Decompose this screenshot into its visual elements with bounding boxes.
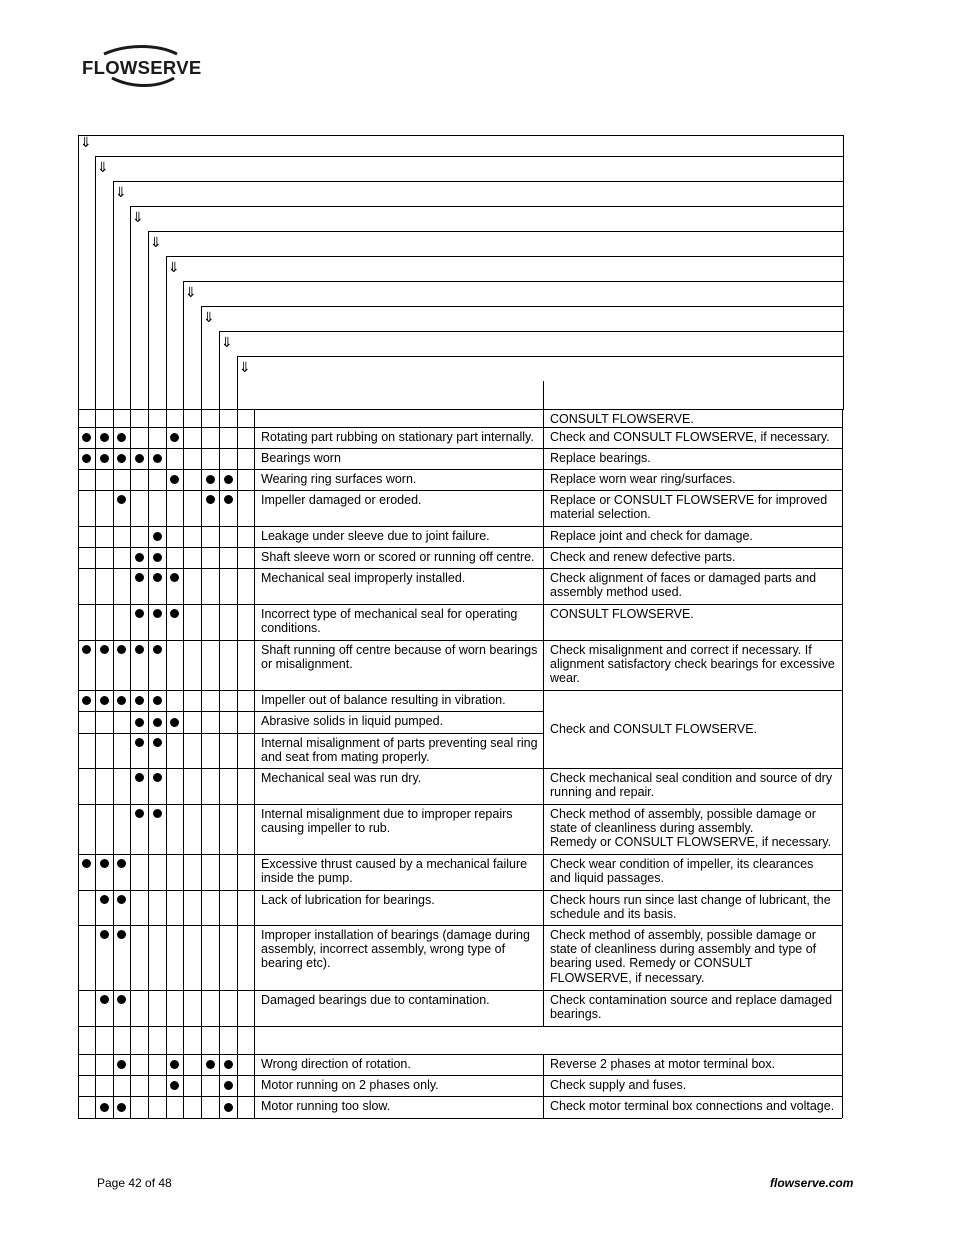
cause-cell: Shaft running off centre because of worn bearings or misalignment. [261, 643, 538, 672]
row-divider [78, 1096, 842, 1097]
row-divider [78, 804, 842, 805]
cause-cell: Wrong direction of rotation. [261, 1057, 411, 1071]
symptom-dot [135, 718, 144, 727]
cause-cell: Abrasive solids in liquid pumped. [261, 714, 444, 728]
remedy-cell: Check and renew defective parts. [550, 550, 736, 564]
cause-cell: Excessive thrust caused by a mechanical failure inside the pump. [261, 857, 528, 886]
symptom-column-line [113, 409, 114, 1118]
down-arrow-icon: ⇓ [115, 185, 127, 201]
symptom-dot [117, 1060, 126, 1069]
remedy-cell: Replace worn wear ring/surfaces. [550, 472, 736, 486]
symptom-dot [170, 573, 179, 582]
down-arrow-icon: ⇓ [239, 360, 251, 376]
row-divider [78, 448, 842, 449]
row-divider [78, 640, 842, 641]
symptom-dot [153, 553, 162, 562]
symptom-dot [135, 738, 144, 747]
symptom-dot [170, 1060, 179, 1069]
down-arrow-icon: ⇓ [185, 285, 197, 301]
symptom-dot [100, 995, 109, 1004]
symptom-dot [153, 738, 162, 747]
remedy-cell: Check wear condition of impeller, its clearances and liquid passages. [550, 857, 814, 886]
symptom-column-line [237, 409, 238, 1118]
cause-cell: Impeller out of balance resulting in vibration. [261, 693, 506, 707]
symptom-dot [117, 454, 126, 463]
symptom-dot [100, 930, 109, 939]
row-divider [78, 568, 842, 569]
row-divider [78, 427, 842, 428]
remedy-cell: CONSULT FLOWSERVE. [550, 412, 694, 426]
symptom-dot [153, 809, 162, 818]
page-number: Page 42 of 48 [97, 1176, 172, 1190]
symptom-dot [224, 1081, 233, 1090]
row-divider [78, 1026, 842, 1027]
row-divider [78, 1118, 842, 1119]
symptom-dot [153, 645, 162, 654]
cause-cell: Motor running too slow. [261, 1099, 391, 1113]
remedy-cell: Replace bearings. [550, 451, 651, 465]
down-arrow-icon: ⇓ [150, 235, 162, 251]
symptom-column-line [166, 409, 167, 1118]
remedy-cell: CONSULT FLOWSERVE. [550, 607, 694, 621]
remedy-cell: Check and CONSULT FLOWSERVE, if necessary. [550, 430, 830, 444]
flowserve-logo [82, 44, 202, 88]
symptom-dot [135, 454, 144, 463]
down-arrow-icon: ⇓ [221, 335, 233, 351]
cause-cell: Improper installation of bearings (damage during assembly, incorrect assembly, wrong type of bearing etc). [261, 928, 530, 971]
symptom-column-line [201, 409, 202, 1118]
symptom-dot [117, 495, 126, 504]
symptom-dot [117, 895, 126, 904]
symptom-dot [206, 495, 215, 504]
symptom-dot [206, 1060, 215, 1069]
symptom-dot [135, 773, 144, 782]
cause-cell: Wearing ring surfaces worn. [261, 472, 417, 486]
cause-cell: Leakage under sleeve due to joint failure. [261, 529, 490, 543]
cause-cell: Lack of lubrication for bearings. [261, 893, 435, 907]
site-url: flowserve.com [770, 1176, 854, 1190]
down-arrow-icon: ⇓ [97, 160, 109, 176]
symptom-dot [135, 573, 144, 582]
header-bracket [237, 356, 844, 410]
remedy-cell: Check method of assembly, possible damage or state of cleanliness during assembly. Remedy or CONSULT FLOWSERVE, if necessary. [550, 807, 832, 850]
remedy-cell: Check motor terminal box connections and voltage. [550, 1099, 835, 1113]
symptom-dot [224, 475, 233, 484]
symptom-dot [153, 454, 162, 463]
symptom-dot [82, 454, 91, 463]
down-arrow-icon: ⇓ [203, 310, 215, 326]
table-right-border [842, 409, 843, 1118]
row-divider [78, 490, 842, 491]
symptom-dot [206, 475, 215, 484]
cause-cell: Motor running on 2 phases only. [261, 1078, 439, 1092]
symptom-column-line [95, 409, 96, 1118]
symptom-dot [153, 718, 162, 727]
symptom-column-line [130, 409, 131, 1118]
symptom-column-line [254, 409, 255, 1118]
merged-cell-mask [544, 711, 842, 712]
symptom-dot [117, 930, 126, 939]
cause-cell: Bearings worn [261, 451, 341, 465]
symptom-dot [170, 718, 179, 727]
remedy-cell: Replace or CONSULT FLOWSERVE for improved material selection. [550, 493, 828, 522]
row-divider [78, 1054, 842, 1055]
symptom-dot [117, 859, 126, 868]
remedy-cell: Check method of assembly, possible damage or state of cleanliness during assembly and type of bearing used. Remedy or CONSULT FLOWSERVE, if necessary. [550, 928, 817, 985]
cause-cell: Damaged bearings due to contamination. [261, 993, 490, 1007]
remedy-column-line [543, 409, 544, 1026]
row-divider [78, 604, 842, 605]
symptom-dot [135, 645, 144, 654]
remedy-cell: Check hours run since last change of lubricant, the schedule and its basis. [550, 893, 831, 922]
symptom-dot [135, 553, 144, 562]
symptom-dot [135, 609, 144, 618]
cause-cell: Mechanical seal improperly installed. [261, 571, 466, 585]
cause-cell: Impeller damaged or eroded. [261, 493, 422, 507]
symptom-dot [153, 609, 162, 618]
down-arrow-icon: ⇓ [132, 210, 144, 226]
symptom-dot [117, 995, 126, 1004]
row-divider [78, 890, 842, 891]
symptom-dot [135, 809, 144, 818]
symptom-dot [170, 1081, 179, 1090]
symptom-dot [170, 433, 179, 442]
cause-cell: Internal misalignment due to improper repairs causing impeller to rub. [261, 807, 513, 836]
symptom-dot [153, 773, 162, 782]
row-divider [78, 409, 842, 410]
symptom-column-line [183, 409, 184, 1118]
cause-cell: Internal misalignment of parts preventing seal ring and seat from mating properly. [261, 736, 538, 765]
symptom-dot [100, 645, 109, 654]
symptom-dot [224, 1103, 233, 1112]
symptom-column-line [219, 409, 220, 1118]
row-divider [78, 768, 842, 769]
symptom-dot [153, 532, 162, 541]
header-column-divider [543, 381, 544, 409]
symptom-dot [100, 895, 109, 904]
down-arrow-icon: ⇓ [80, 135, 92, 151]
remedy-cell: Check and CONSULT FLOWSERVE. [550, 722, 758, 736]
row-divider [78, 690, 842, 691]
symptom-dot [100, 1103, 109, 1112]
symptom-dot [100, 454, 109, 463]
remedy-cell: Replace joint and check for damage. [550, 529, 753, 543]
symptom-dot [117, 1103, 126, 1112]
symptom-dot [224, 1060, 233, 1069]
remedy-cell: Check supply and fuses. [550, 1078, 687, 1092]
symptom-dot [170, 475, 179, 484]
table-left-border [78, 409, 79, 1118]
down-arrow-icon: ⇓ [168, 260, 180, 276]
symptom-dot [100, 433, 109, 442]
row-divider [78, 1075, 842, 1076]
row-divider [78, 469, 842, 470]
symptom-dot [100, 859, 109, 868]
cause-cell: Mechanical seal was run dry. [261, 771, 422, 785]
cause-cell: Incorrect type of mechanical seal for operating conditions. [261, 607, 518, 636]
row-divider [78, 990, 842, 991]
symptom-dot [153, 573, 162, 582]
symptom-dot [82, 696, 91, 705]
symptom-dot [170, 609, 179, 618]
remedy-cell: Check mechanical seal condition and source of dry running and repair. [550, 771, 833, 800]
symptom-dot [117, 433, 126, 442]
symptom-dot [153, 696, 162, 705]
row-divider [78, 854, 842, 855]
remedy-cell: Check contamination source and replace damaged bearings. [550, 993, 833, 1022]
symptom-dot [100, 696, 109, 705]
row-divider [78, 547, 842, 548]
symptom-dot [117, 696, 126, 705]
symptom-column-line [148, 409, 149, 1118]
symptom-dot [82, 433, 91, 442]
symptom-dot [224, 495, 233, 504]
remedy-cell: Reverse 2 phases at motor terminal box. [550, 1057, 776, 1071]
symptom-dot [82, 645, 91, 654]
symptom-dot [82, 859, 91, 868]
symptom-dot [135, 696, 144, 705]
row-divider [78, 925, 842, 926]
row-divider [78, 526, 842, 527]
symptom-dot [117, 645, 126, 654]
cause-cell: Rotating part rubbing on stationary part internally. [261, 430, 534, 444]
remedy-column-line [543, 1054, 544, 1118]
remedy-cell: Check alignment of faces or damaged parts and assembly method used. [550, 571, 817, 600]
cause-cell: Shaft sleeve worn or scored or running off centre. [261, 550, 535, 564]
remedy-cell: Check misalignment and correct if necessary. If alignment satisfactory check bearings for excessive wear. [550, 643, 835, 686]
logo-text: FLOWSERVE [82, 57, 202, 78]
